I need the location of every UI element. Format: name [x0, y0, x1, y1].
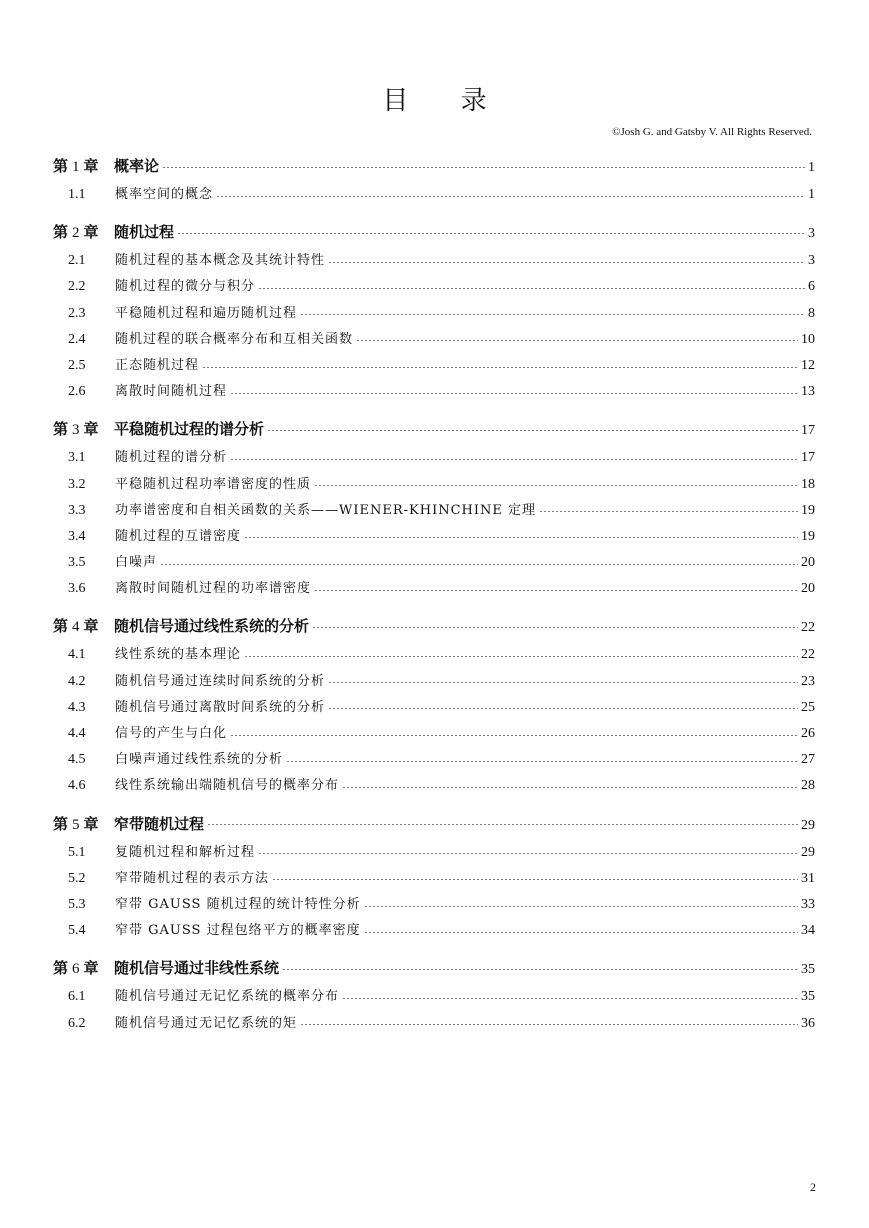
toc-chapter-entry[interactable]: [53, 216, 815, 248]
toc-chapter: [53, 808, 815, 945]
chapter-label-suffix: 章: [83, 617, 99, 636]
chapter-title: 窄带随机过程: [114, 814, 205, 833]
toc-section-entry[interactable]: [53, 866, 815, 892]
toc-section-entry[interactable]: [53, 984, 815, 1010]
dot-leader: [328, 262, 805, 263]
toc-chapter-entry[interactable]: [53, 150, 815, 182]
toc-section-entry[interactable]: [53, 747, 815, 773]
section-page-number: 10: [801, 331, 815, 347]
section-title: 随机信号通过连续时间系统的分析: [115, 673, 326, 689]
section-page-number: 19: [801, 528, 815, 544]
toc-section-entry[interactable]: [53, 669, 815, 695]
dot-leader: [314, 590, 798, 591]
dot-leader: [300, 314, 805, 315]
dot-leader: [230, 393, 798, 394]
toc-section-entry[interactable]: [53, 721, 815, 747]
chapter-page-number: 1: [808, 160, 815, 175]
toc-chapter-entry[interactable]: [53, 413, 815, 445]
chapter-label: [53, 808, 114, 841]
section-number: 6.1: [68, 989, 86, 1005]
section-number: 2.3: [68, 305, 86, 321]
dot-leader: [272, 879, 798, 880]
toc-section-entry[interactable]: [53, 274, 815, 300]
chapter-label-suffix: 章: [83, 814, 99, 833]
toc-chapter-entry[interactable]: [53, 808, 815, 840]
section-number: 2.5: [68, 357, 86, 373]
toc-chapter-entry[interactable]: [53, 952, 815, 984]
section-page-number: 29: [801, 844, 815, 860]
chapter-page-number: 3: [808, 226, 815, 242]
section-title: 线性系统输出端随机信号的概率分布: [115, 778, 340, 794]
dot-leader: [160, 564, 798, 565]
section-title: 随机过程的微分与积分: [115, 279, 256, 295]
chapter-label: [53, 610, 114, 643]
section-number: 4.5: [68, 752, 86, 768]
dot-leader: [207, 824, 798, 825]
section-title: 随机信号通过无记忆系统的矩: [115, 1015, 298, 1031]
dot-leader: [314, 485, 798, 486]
section-title: 白噪声通过线性系统的分析: [115, 752, 284, 768]
section-page-number: 13: [801, 384, 815, 400]
dot-leader: [230, 735, 798, 736]
section-number: 1.1: [68, 187, 86, 202]
section-number: 3.6: [68, 581, 86, 597]
section-title: 离散时间随机过程的功率谱密度: [115, 581, 312, 597]
toc-section-entry[interactable]: [53, 695, 815, 721]
section-page-number: 1: [808, 187, 815, 202]
section-number: 3.3: [68, 502, 86, 518]
dot-leader: [342, 998, 798, 999]
chapter-number: 5: [72, 816, 80, 833]
dot-leader: [286, 761, 798, 762]
toc-section-entry[interactable]: [53, 379, 815, 405]
chapter-number: 1: [72, 159, 80, 175]
chapter-page-number: 29: [801, 817, 815, 833]
section-page-number: 27: [801, 752, 815, 768]
section-number: 3.2: [68, 476, 86, 492]
toc-section-entry[interactable]: [53, 892, 815, 918]
chapter-label: [53, 413, 114, 446]
section-page-number: 12: [801, 357, 815, 373]
chapter-title: 随机过程: [114, 223, 175, 242]
toc-section-entry[interactable]: [53, 472, 815, 498]
chapter-title: 随机信号通过非线性系统: [114, 959, 280, 978]
toc-section-entry[interactable]: [53, 498, 815, 524]
chapter-label-suffix: 章: [83, 223, 99, 242]
section-page-number: 19: [801, 502, 815, 518]
section-title: 随机过程的基本概念及其统计特性: [115, 253, 326, 269]
section-page-number: 17: [801, 450, 815, 466]
toc-chapter: [53, 610, 815, 799]
chapter-page-number: 35: [801, 962, 815, 978]
toc-section-entry[interactable]: [53, 182, 815, 208]
toc-section-entry[interactable]: [53, 327, 815, 353]
toc-section-entry[interactable]: [53, 1011, 815, 1037]
section-number: 4.3: [68, 699, 86, 715]
section-number: 4.6: [68, 778, 86, 794]
dot-leader: [328, 682, 798, 683]
section-title: 平稳随机过程功率谱密度的性质: [115, 476, 312, 492]
dot-leader: [244, 537, 798, 538]
chapter-label-prefix: 第: [53, 617, 69, 636]
section-title: 功率谱密度和自相关函数的关系——WIENER-KHINCHINE 定理: [115, 502, 537, 518]
chapter-label-prefix: 第: [53, 157, 69, 175]
page-title: 目 录: [382, 86, 509, 116]
section-title: 概率空间的概念: [115, 187, 214, 202]
toc-section-entry[interactable]: [53, 642, 815, 668]
section-page-number: 22: [801, 647, 815, 663]
section-number: 3.5: [68, 555, 86, 571]
section-page-number: 25: [801, 699, 815, 715]
dot-leader: [300, 1024, 798, 1025]
section-title: 窄带 GAUSS 随机过程的统计特性分析: [115, 896, 361, 912]
chapter-page-number: 17: [801, 423, 815, 439]
toc-section-entry[interactable]: [53, 301, 815, 327]
chapter-label-suffix: 章: [83, 959, 99, 978]
toc-section-entry[interactable]: [53, 353, 815, 379]
chapter-number: 4: [72, 619, 80, 636]
chapter-label: [53, 150, 114, 183]
section-title: 平稳随机过程和遍历随机过程: [115, 305, 298, 321]
chapter-number: 2: [72, 225, 80, 242]
section-page-number: 28: [801, 778, 815, 794]
toc-chapter: [53, 150, 815, 208]
section-number: 2.6: [68, 384, 86, 400]
dot-leader: [312, 627, 798, 628]
toc-section-entry[interactable]: [53, 576, 815, 602]
table-of-contents: [53, 150, 815, 1045]
section-number: 3.1: [68, 450, 86, 466]
toc-chapter: [53, 952, 815, 1036]
section-page-number: 8: [808, 305, 815, 321]
chapter-title: 随机信号通过线性系统的分析: [114, 617, 310, 636]
chapter-number: 3: [72, 422, 80, 439]
section-number: 6.2: [68, 1015, 86, 1031]
page-number: 2: [810, 1180, 816, 1194]
chapter-label: [53, 952, 114, 985]
section-page-number: 35: [801, 989, 815, 1005]
chapter-label: [53, 216, 114, 249]
section-page-number: 36: [801, 1015, 815, 1031]
toc-chapter: [53, 413, 815, 602]
section-number: 4.1: [68, 647, 86, 663]
section-number: 2.4: [68, 331, 86, 347]
section-title: 正态随机过程: [115, 357, 200, 373]
dot-leader: [364, 906, 798, 907]
chapter-label-prefix: 第: [53, 959, 69, 978]
toc-section-entry[interactable]: [53, 840, 815, 866]
section-page-number: 31: [801, 870, 815, 886]
chapter-label-prefix: 第: [53, 223, 69, 242]
chapter-label-prefix: 第: [53, 420, 69, 439]
dot-leader: [328, 708, 798, 709]
section-page-number: 3: [808, 253, 815, 269]
section-title: 复随机过程和解析过程: [115, 844, 256, 860]
section-title: 随机过程的联合概率分布和互相关函数: [115, 331, 354, 347]
dot-leader: [258, 853, 798, 854]
dot-leader: [216, 196, 805, 197]
section-title: 离散时间随机过程: [115, 384, 228, 400]
chapter-page-number: 22: [801, 620, 815, 636]
dot-leader: [364, 932, 798, 933]
dot-leader: [342, 787, 798, 788]
section-title: 随机过程的互谱密度: [115, 528, 242, 544]
toc-section-entry[interactable]: [53, 918, 815, 944]
dot-leader: [202, 367, 798, 368]
section-title: 信号的产生与白化: [115, 726, 228, 741]
section-title: 线性系统的基本理论: [115, 647, 242, 663]
dot-leader: [177, 233, 805, 234]
toc-chapter: [53, 216, 815, 405]
section-number: 4.2: [68, 673, 86, 689]
section-title: 随机信号通过无记忆系统的概率分布: [115, 989, 340, 1005]
section-title: 白噪声: [115, 555, 158, 571]
section-title: 随机信号通过离散时间系统的分析: [115, 699, 326, 715]
section-number: 4.4: [68, 726, 86, 741]
chapter-label-suffix: 章: [83, 157, 99, 175]
dot-leader: [162, 167, 805, 168]
chapter-title: 平稳随机过程的谱分析: [114, 420, 265, 439]
section-page-number: 6: [808, 279, 815, 295]
dot-leader: [356, 340, 798, 341]
chapter-number: 6: [72, 961, 80, 978]
section-number: 5.1: [68, 844, 86, 860]
section-number: 5.2: [68, 870, 86, 886]
chapter-title: 概率论: [114, 157, 160, 175]
section-page-number: 33: [801, 896, 815, 912]
toc-section-entry[interactable]: [53, 550, 815, 576]
dot-leader: [258, 288, 805, 289]
section-number: 2.2: [68, 279, 86, 295]
section-page-number: 20: [801, 581, 815, 597]
section-page-number: 18: [801, 476, 815, 492]
section-title: 窄带随机过程的表示方法: [115, 870, 270, 886]
section-number: 2.1: [68, 253, 86, 269]
section-page-number: 20: [801, 555, 815, 571]
dot-leader: [539, 511, 798, 512]
chapter-label-suffix: 章: [83, 420, 99, 439]
section-number: 3.4: [68, 528, 86, 544]
toc-section-entry[interactable]: [53, 773, 815, 799]
toc-section-entry[interactable]: [53, 524, 815, 550]
section-page-number: 34: [801, 923, 815, 939]
dot-leader: [244, 656, 798, 657]
chapter-label-prefix: 第: [53, 814, 69, 833]
section-title: 随机过程的谱分析: [115, 450, 228, 466]
copyright-notice: ©Josh G. and Gatsby V. All Rights Reserved.: [612, 126, 812, 138]
section-number: 5.4: [68, 923, 86, 939]
dot-leader: [267, 430, 798, 431]
dot-leader: [230, 459, 798, 460]
toc-section-entry[interactable]: [53, 248, 815, 274]
section-title: 窄带 GAUSS 过程包络平方的概率密度: [115, 923, 361, 939]
section-page-number: 23: [801, 673, 815, 689]
section-number: 5.3: [68, 896, 86, 912]
toc-section-entry[interactable]: [53, 445, 815, 471]
toc-chapter-entry[interactable]: [53, 610, 815, 642]
section-page-number: 26: [801, 726, 815, 741]
dot-leader: [282, 969, 798, 970]
